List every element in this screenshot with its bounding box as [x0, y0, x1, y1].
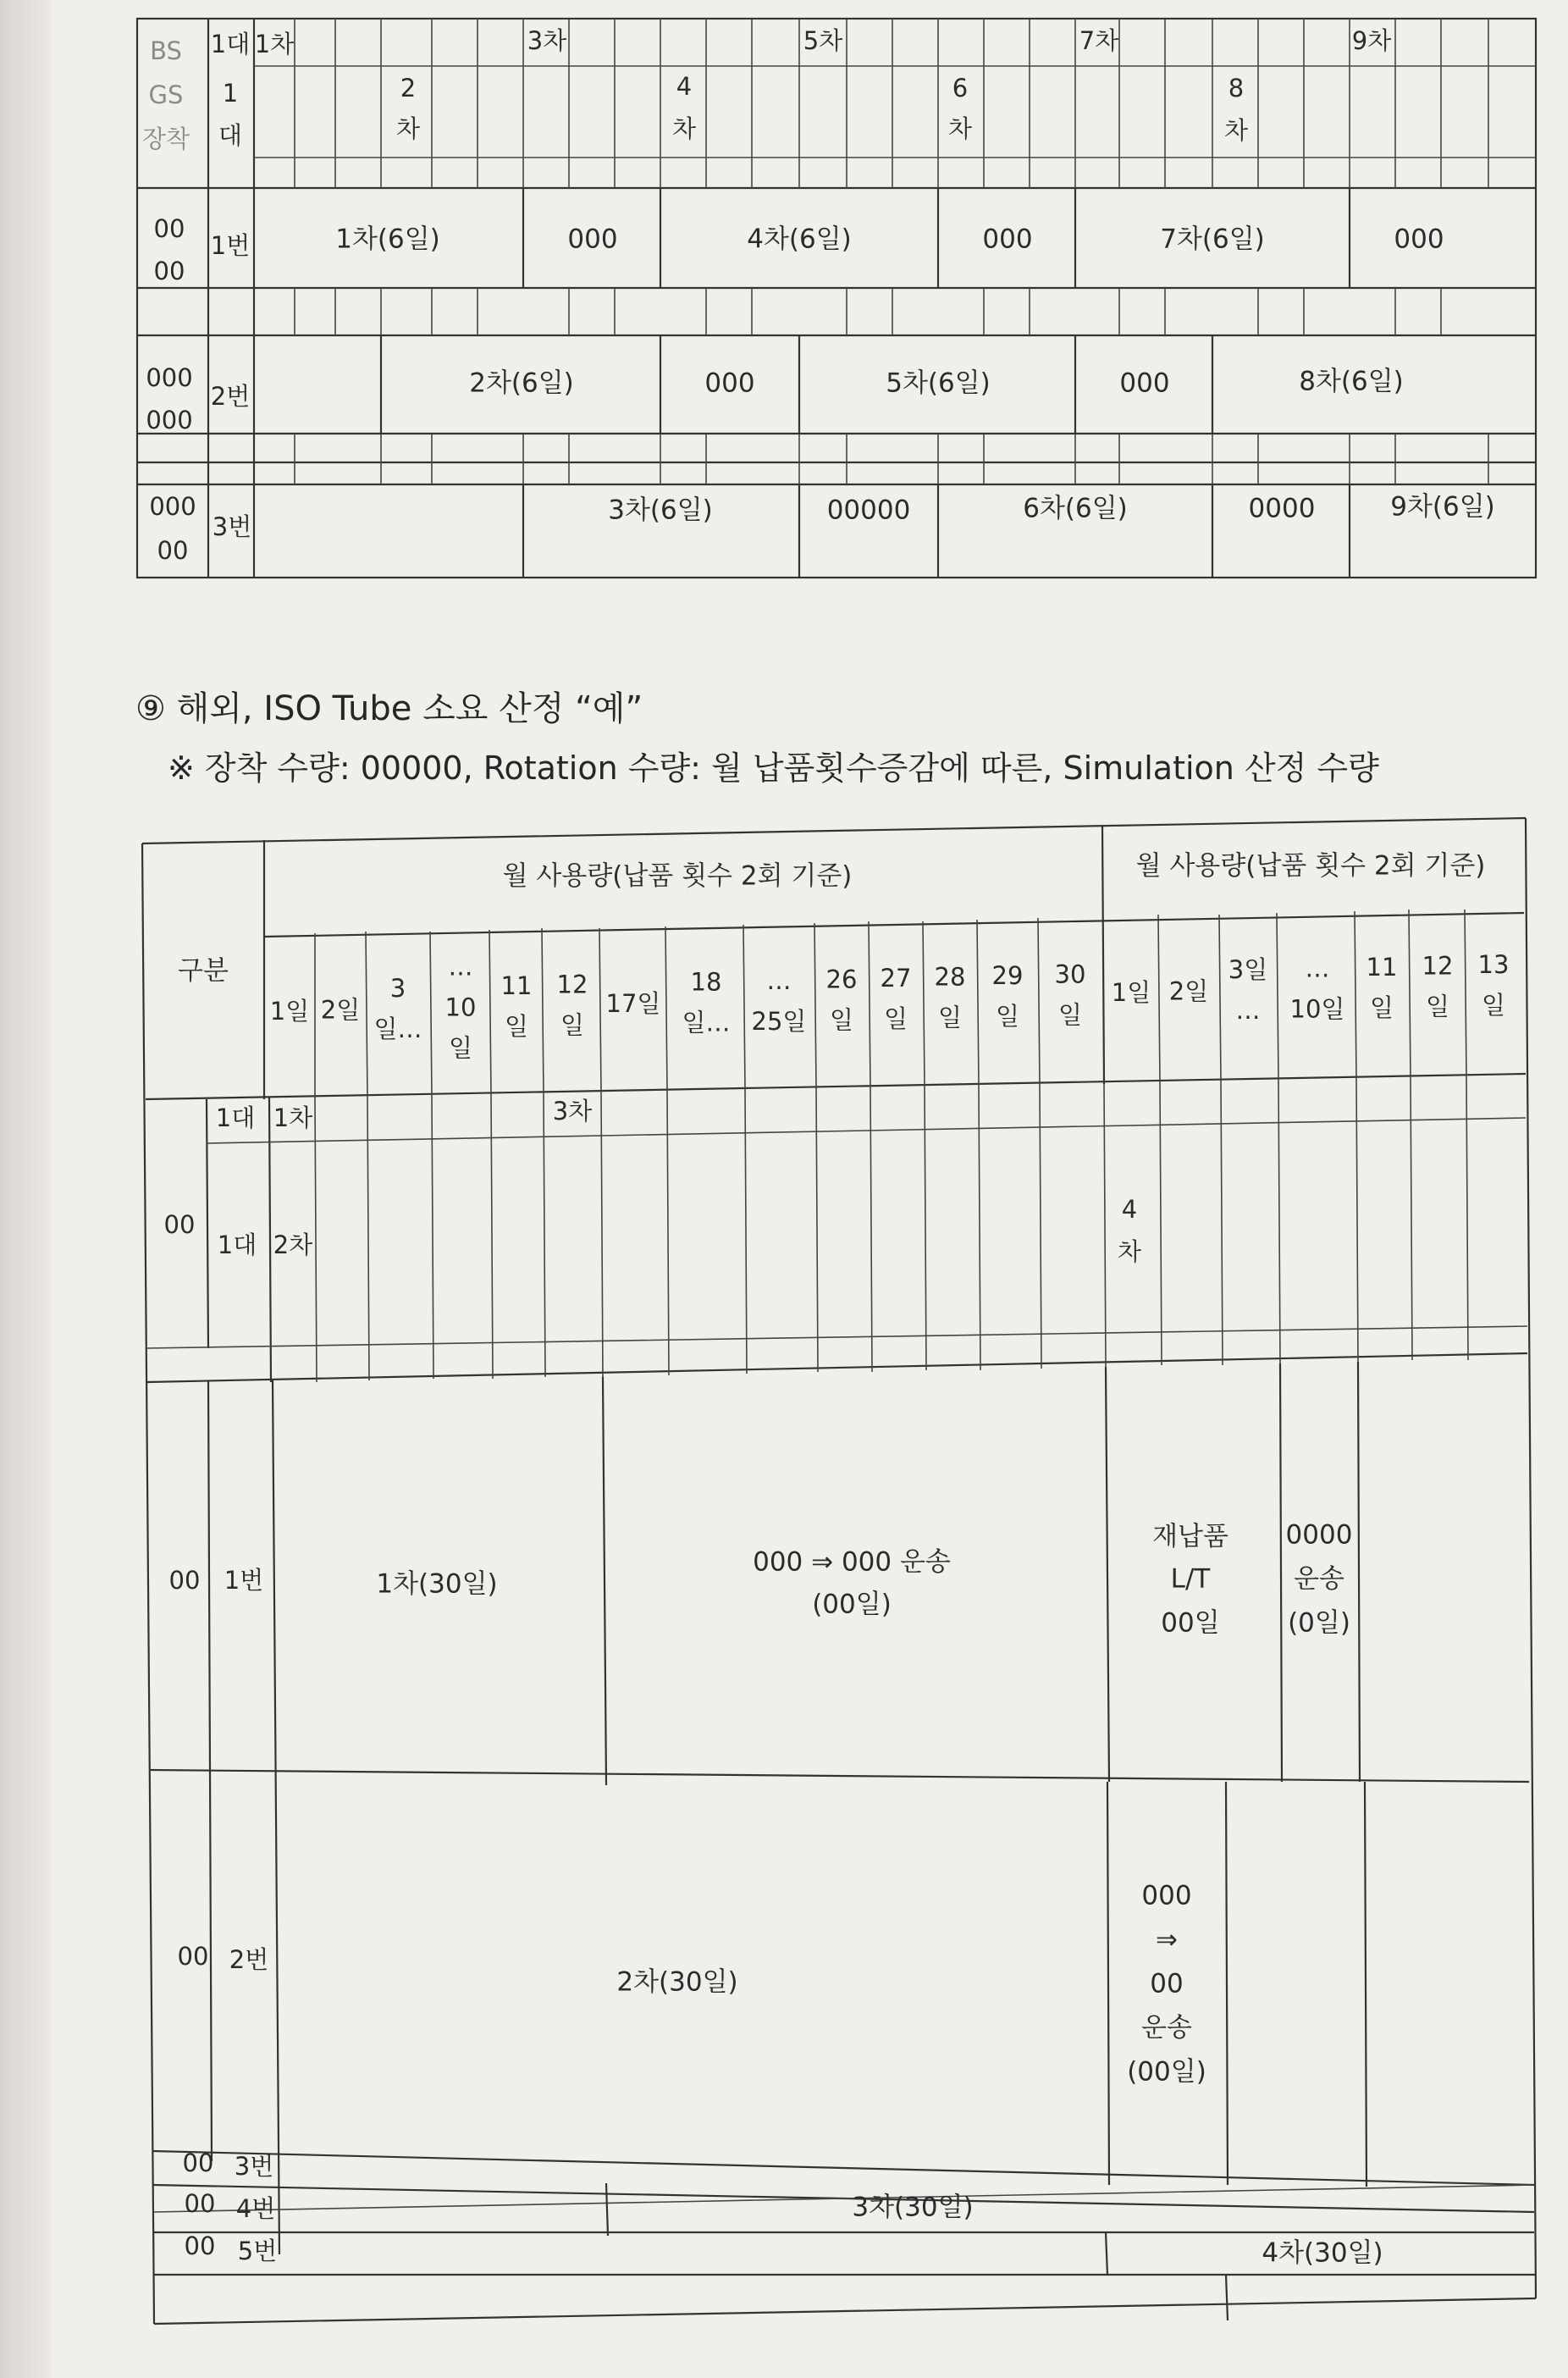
table2-day-days_a-8-line-1: 25일 [751, 1007, 807, 1036]
table1-mid-4-label: 차 [671, 114, 697, 143]
table2-corner-label: 구분 [178, 955, 229, 987]
table2-day-days_a-11-line-1: 일 [937, 1003, 963, 1032]
table2-day-days_b-6-line-1: 일 [1481, 991, 1506, 1020]
table2-day-days_b-3-line-1: 10일 [1289, 994, 1345, 1024]
schedule-table-1 [137, 19, 1536, 578]
schedule-table-2 [142, 818, 1536, 2324]
table2-group-header-1: 월 사용량(납품 횟수 2회 기준) [502, 860, 853, 892]
table1-marker-5: 5차 [803, 26, 843, 55]
table2-day-days_a-3-line-1: 10 [444, 993, 477, 1022]
table1-row3-label-1: 000 [149, 492, 196, 521]
table2-day-days_b-5-line-1: 일 [1425, 992, 1450, 1021]
table1-mid-8-num: 8 [1228, 74, 1245, 102]
table2-day-days_a-10-line-1: 일 [883, 1004, 908, 1033]
table2-day-days_a-2-line-0: 3 [389, 974, 406, 1003]
table2-row3-label: 00 [182, 2148, 214, 2177]
table1-unit-top: 1대 [210, 30, 251, 58]
table1-row2-cell-5: 8차(6일) [1299, 366, 1404, 397]
table2-row5-label: 00 [184, 2231, 216, 2260]
table2-top-marker-4-num: 4 [1121, 1195, 1138, 1224]
table2-day-days_a-7-line-1: 일… [682, 1008, 731, 1037]
table2-day-days_a-9-line-0: 26 [825, 965, 858, 994]
table1-row3-cell-5: 9차(6일) [1390, 491, 1495, 523]
table1-row2-cell-4: 000 [1119, 368, 1170, 399]
table1-row2-cell-3: 5차(6일) [886, 368, 991, 399]
table2-day-days_a-0-line-0: 1일 [269, 997, 310, 1026]
table2-day-days_b-6-line-0: 13 [1477, 950, 1510, 979]
table2-day-days_a-1-line-0: 2일 [320, 995, 361, 1025]
table2-day-headers-a [270, 953, 1086, 1063]
table1-mid-8-label: 차 [1223, 116, 1249, 145]
table2-row1-c-1: 재납품 [1152, 1521, 1228, 1552]
table1-mid-6-num: 6 [952, 74, 969, 102]
table1-frame [137, 19, 1536, 578]
table2-day-days_a-8-line-0: … [766, 966, 792, 995]
table1-mid-2-num: 2 [400, 74, 417, 102]
table1-row3-label-2: 00 [157, 536, 189, 565]
table1-marker-3: 3차 [527, 26, 567, 55]
table1-row1-num: 1번 [210, 231, 251, 260]
table2-day-days_b-5-line-0: 12 [1422, 951, 1454, 981]
table2-row2-num: 2번 [229, 1945, 269, 1974]
table2-day-days_a-4-line-1: 일 [504, 1012, 529, 1041]
table1-marker-7: 7차 [1079, 26, 1119, 55]
table1-row2-label-1: 000 [146, 363, 193, 392]
table2-row1-d-2: 운송 [1294, 1563, 1344, 1595]
table1-row1-cell-1: 1차(6일) [335, 224, 440, 255]
section-9-note: ※ 장착 수량: 00000, Rotation 수량: 월 납품횟수증감에 따른, Simulation 산정 수량 [168, 749, 1379, 787]
table2-top-marker-4-label: 차 [1117, 1237, 1142, 1266]
table2-row2-c-1: 000 [1141, 1880, 1192, 1911]
table2-row1-num: 1번 [224, 1566, 264, 1595]
table2-row2-c-3: 00 [1150, 1968, 1184, 1999]
table2-day-days_b-4-line-1: 일 [1369, 993, 1394, 1022]
table2-day-days_a-5-line-1: 일 [560, 1010, 585, 1040]
table2-group-header-2: 월 사용량(납품 횟수 2회 기준) [1135, 850, 1486, 882]
table1-mid-4-num: 4 [676, 72, 693, 101]
table2-day-days_a-3-line-0: … [448, 952, 473, 982]
table2-day-days_a-13-line-1: 일 [1057, 1000, 1083, 1030]
table2-row4-num: 4번 [235, 2194, 276, 2223]
table2-day-days_b-2-line-1: … [1235, 996, 1261, 1025]
table2-day-days_a-5-line-0: 12 [556, 970, 588, 999]
table2-row4-label: 00 [184, 2189, 216, 2218]
table1-label-mount: 장착 [141, 124, 190, 153]
table2-row2-c-2: ⇒ [1156, 1924, 1178, 1955]
table2-day-days_b-3-line-0: … [1305, 954, 1330, 983]
table1-marker-9: 9차 [1351, 26, 1392, 55]
table2-row1-b-1: 000 ⇒ 000 운송 [753, 1546, 951, 1578]
table2-row2-c-4: 운송 [1141, 2012, 1192, 2043]
table1-row2-num: 2번 [210, 382, 251, 411]
table2-day-days_b-0-line-0: 1일 [1111, 978, 1151, 1007]
table1-row1-label-2: 00 [153, 257, 185, 285]
table2-row1-c-3: 00일 [1161, 1607, 1220, 1639]
table2-day-days_a-11-line-0: 28 [934, 962, 966, 992]
table1-row2-cell-1: 2차(6일) [469, 368, 574, 399]
table1-row1-cell-4: 000 [982, 224, 1033, 255]
table2-top-first-1: 1차 [273, 1103, 313, 1132]
table1-row3-cell-4: 0000 [1248, 493, 1316, 524]
table2-day-days_b-2-line-0: 3일 [1228, 955, 1268, 984]
table1-row3-cell-2: 00000 [826, 495, 911, 526]
table1-row1-cell-2: 000 [567, 224, 618, 255]
table2-row1-label: 00 [168, 1566, 201, 1595]
table2-row4-a: 3차(30일) [852, 2192, 974, 2223]
table2-day-days_a-9-line-1: 일 [829, 1005, 854, 1035]
table1-row2-label-2: 000 [146, 406, 193, 434]
table2-row2-label: 00 [177, 1942, 209, 1971]
table2-day-days_a-6-line-0: 17일 [605, 989, 661, 1018]
table2-row1-b-2: (00일) [812, 1589, 892, 1620]
table2-day-headers-b [1112, 950, 1510, 1025]
table1-unit-bottom-1: 1 [222, 79, 239, 108]
table2-day-days_b-4-line-0: 11 [1366, 953, 1398, 982]
table2-day-days_a-10-line-0: 27 [880, 964, 912, 993]
table2-row1-d-1: 0000 [1285, 1519, 1353, 1551]
table1-mid-2-label: 차 [395, 114, 421, 143]
table1-row3-num: 3번 [212, 512, 252, 541]
table2-day-days_a-13-line-0: 30 [1054, 959, 1086, 989]
table1-unit-bottom-2: 대 [218, 121, 243, 150]
table2-day-days_a-4-line-0: 11 [500, 971, 533, 1000]
table1-row3-cell-1: 3차(6일) [608, 495, 713, 526]
table1-mid-6-label: 차 [947, 114, 973, 143]
table2-top-first-2: 2차 [273, 1230, 313, 1259]
table1-row2-cell-2: 000 [704, 368, 755, 399]
table1-row3-cell-3: 6차(6일) [1023, 493, 1128, 524]
table2-top-unit-2: 1대 [217, 1230, 257, 1259]
table2-row2-a: 2차(30일) [616, 1966, 738, 1998]
table1-row1-label-1: 00 [153, 214, 185, 243]
table1-marker-1: 1차 [254, 30, 295, 58]
table2-day-days_a-12-line-1: 일 [995, 1002, 1020, 1031]
table2-top-label: 00 [163, 1210, 196, 1239]
table2-row1-c-2: L/T [1170, 1563, 1211, 1595]
table2-day-days_a-7-line-0: 18 [690, 967, 722, 997]
table2-day-days_a-12-line-0: 29 [991, 961, 1024, 990]
table2-day-days_a-2-line-1: 일… [373, 1015, 422, 1043]
table2-day-days_b-1-line-0: 2일 [1168, 976, 1209, 1006]
table1-label-gs: GS [148, 80, 184, 109]
table1-row1-cell-5: 7차(6일) [1160, 224, 1265, 255]
table2-row1-a: 1차(30일) [376, 1568, 498, 1600]
table2-row2-c-5: (00일) [1127, 2056, 1206, 2088]
table2-top-marker-3: 3차 [552, 1097, 593, 1125]
table1-row1-cell-3: 4차(6일) [747, 224, 852, 255]
table2-row3-num: 3번 [234, 2152, 274, 2181]
table2-top-unit-1: 1대 [215, 1103, 256, 1132]
table1-label-bs: BS [150, 36, 182, 65]
table1-row1-cell-6: 000 [1394, 224, 1444, 255]
section-9-title: ⑨ 해외, ISO Tube 소요 산정 “예” [135, 689, 643, 728]
table2-row5-a: 4차(30일) [1262, 2237, 1383, 2269]
table2-row5-num: 5번 [237, 2237, 278, 2265]
table2-day-days_a-3-line-2: 일 [448, 1033, 473, 1063]
table2-row1-d-3: (0일) [1288, 1607, 1350, 1639]
